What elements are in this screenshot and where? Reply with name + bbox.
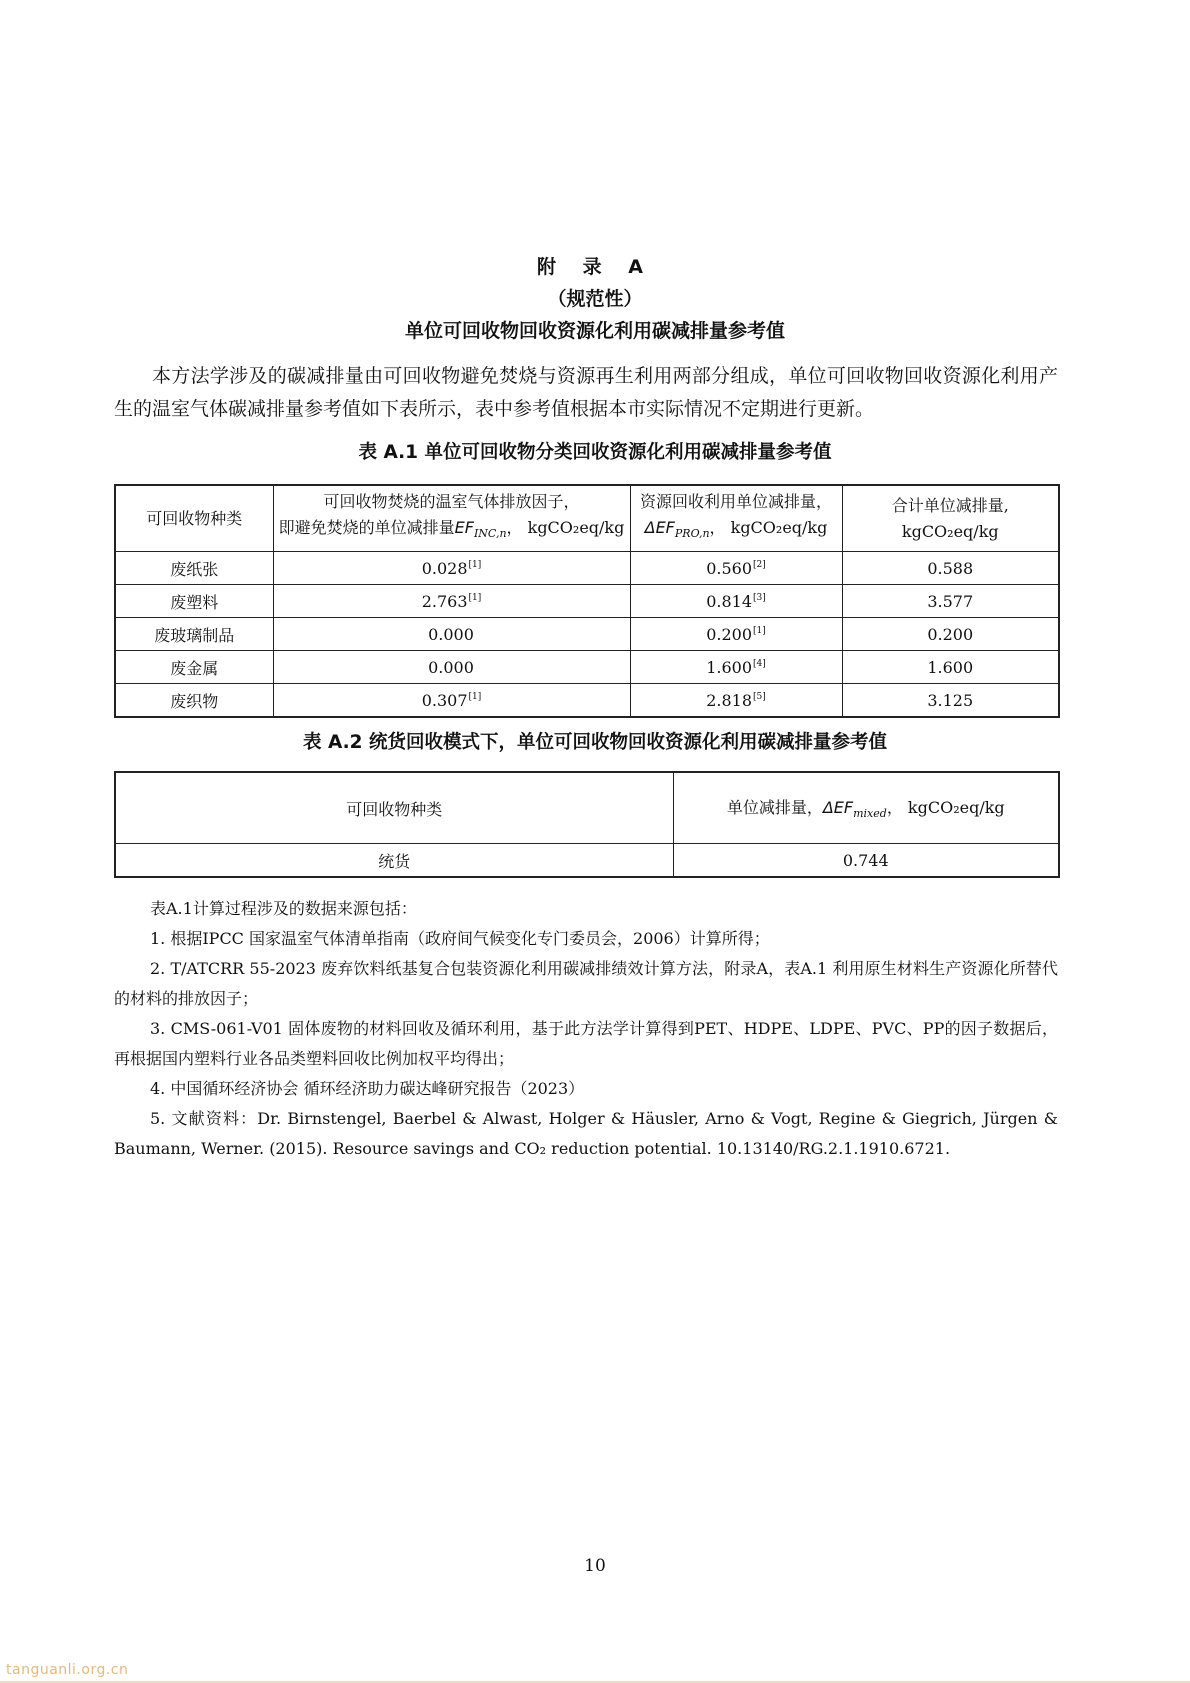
table-a2 xyxy=(114,771,1060,878)
normative-label: （规范性） xyxy=(547,288,643,310)
header-total-line1: 合计单位减排量, xyxy=(891,495,1009,515)
header-inc-symbol: EF xyxy=(454,518,474,538)
notes-intro: 表A.1计算过程涉及的数据来源包括： xyxy=(150,899,417,918)
cell-pro-ref: [1] xyxy=(753,625,766,636)
header-mixed-subscript: mixed xyxy=(853,807,887,821)
header-pro-line2 xyxy=(635,515,838,547)
header-pro-subscript: PRO,n xyxy=(674,527,710,541)
cell-pro-value: 2.818 xyxy=(706,690,753,710)
cell-pro-value: 1.600 xyxy=(706,657,753,677)
header-inc-subscript: INC,n xyxy=(473,527,507,541)
table-row xyxy=(115,684,1059,718)
cell-inc-ref: [1] xyxy=(468,559,482,570)
header-pro-symbol: ΔEF xyxy=(644,518,675,538)
header-recycling xyxy=(630,485,842,552)
table-row xyxy=(115,585,1059,618)
header-inc-line2 xyxy=(278,515,626,547)
watermark-text: tanguanli.org.cn xyxy=(6,1662,129,1678)
cell-value: 0.744 xyxy=(673,844,1059,878)
cell-inc-value: 0.028 xyxy=(421,558,468,578)
cell-total: 1.600 xyxy=(842,651,1059,684)
cell-inc xyxy=(273,651,630,684)
table-row xyxy=(115,651,1059,684)
note-4: 4. 中国循环经济协会 循环经济助力碳达峰研究报告（2023） xyxy=(150,1079,585,1098)
header-pro-unit: ， kgCO₂eq/kg xyxy=(709,518,828,538)
table-a2-caption: 表 A.2 统货回收模式下，单位可回收物回收资源化利用碳减排量参考值 xyxy=(303,732,887,753)
table-row xyxy=(115,618,1059,651)
note-5: 5. 文献资料：Dr. Birnstengel, Baerbel & Alwast, Holger & Häusler, Arno & Vogt, Regine & Giegrich, Jürgen & Baumann, Werner. (2015). Resource savings and CO₂ reduction potential. 10.13140/RG.2.1.1910.6721. xyxy=(114,1109,1058,1158)
cell-pro-ref: [5] xyxy=(753,691,766,702)
table-a1-caption: 表 A.1 单位可回收物分类回收资源化利用碳减排量参考值 xyxy=(358,442,832,463)
table-a1 xyxy=(114,484,1060,718)
cell-total: 3.125 xyxy=(842,684,1059,718)
note-2: 2. T/ATCRR 55-2023 废弃饮料纸基复合包装资源化利用碳减排绩效计算方法，附录A，表A.1 利用原生材料生产资源化所替代的材料的排放因子； xyxy=(114,959,1058,1008)
cell-pro xyxy=(630,585,842,618)
cell-pro-ref: [4] xyxy=(753,658,766,669)
intro-paragraph: 本方法学涉及的碳减排量由可回收物避免焚烧与资源再生利用两部分组成，单位可回收物回收资源化利用产生的温室气体碳减排量参考值如下表所示，表中参考值根据本市实际情况不定期进行更新。 xyxy=(114,365,1058,420)
cell-inc-value: 0.000 xyxy=(428,624,474,644)
header-total-unit: kgCO₂eq/kg xyxy=(901,521,999,541)
cell-type: 统货 xyxy=(115,844,673,878)
cell-pro-value: 0.200 xyxy=(706,624,753,644)
cell-inc-ref: [1] xyxy=(468,592,482,603)
table-header-row xyxy=(115,485,1059,552)
cell-pro-ref: [3] xyxy=(753,592,766,603)
cell-type: 废金属 xyxy=(115,651,273,684)
cell-pro xyxy=(630,618,842,651)
cell-total: 0.200 xyxy=(842,618,1059,651)
cell-inc-value: 0.307 xyxy=(421,690,468,710)
header-total xyxy=(842,485,1059,552)
cell-pro xyxy=(630,684,842,718)
header-incineration xyxy=(273,485,630,552)
cell-type: 废塑料 xyxy=(115,585,273,618)
cell-inc xyxy=(273,585,630,618)
header-type: 可回收物种类 xyxy=(115,772,673,844)
cell-inc-ref: [1] xyxy=(468,691,482,702)
header-mixed-symbol: ΔEF xyxy=(822,798,854,818)
cell-inc xyxy=(273,618,630,651)
cell-pro xyxy=(630,651,842,684)
header-inc-line1: 可回收物焚烧的温室气体排放因子， xyxy=(323,492,580,512)
cell-pro-ref: [2] xyxy=(753,559,766,570)
header-inc-pre: 即避免焚烧的单位减排量 xyxy=(278,518,455,538)
cell-inc-value: 2.763 xyxy=(421,591,468,611)
table-row xyxy=(115,844,1059,878)
data-sources-notes xyxy=(114,894,1058,1164)
header-mixed xyxy=(673,772,1059,844)
header-inc-unit: ， kgCO₂eq/kg xyxy=(506,518,625,538)
appendix-title: 单位可回收物回收资源化利用碳减排量参考值 xyxy=(404,320,785,342)
header-mixed-pre: 单位减排量， xyxy=(726,798,823,818)
cell-pro-value: 0.560 xyxy=(706,558,753,578)
cell-inc-value: 0.000 xyxy=(428,657,474,677)
cell-type: 废纸张 xyxy=(115,552,273,585)
note-3: 3. CMS-061-V01 固体废物的材料回收及循环利用，基于此方法学计算得到PET、HDPE、LDPE、PVC、PP的因子数据后，再根据国内塑料行业各品类塑料回收比例加权平均得出； xyxy=(114,1019,1058,1068)
cell-inc xyxy=(273,684,630,718)
header-pro-line1: 资源回收利用单位减排量， xyxy=(639,492,832,512)
table-row xyxy=(115,552,1059,585)
page-number: 10 xyxy=(584,1556,606,1576)
note-1: 1. 根据IPCC 国家温室气体清单指南（政府间气候变化专门委员会，2006）计算所得； xyxy=(150,929,770,948)
cell-type: 废玻璃制品 xyxy=(115,618,273,651)
cell-inc xyxy=(273,552,630,585)
cell-total: 0.588 xyxy=(842,552,1059,585)
header-mixed-unit: ， kgCO₂eq/kg xyxy=(886,798,1005,818)
table-header-row xyxy=(115,772,1059,844)
cell-total: 3.577 xyxy=(842,585,1059,618)
cell-pro xyxy=(630,552,842,585)
header-type: 可回收物种类 xyxy=(115,485,273,552)
cell-pro-value: 0.814 xyxy=(706,591,753,611)
appendix-heading: 附 录 A xyxy=(537,256,653,278)
cell-type: 废织物 xyxy=(115,684,273,718)
